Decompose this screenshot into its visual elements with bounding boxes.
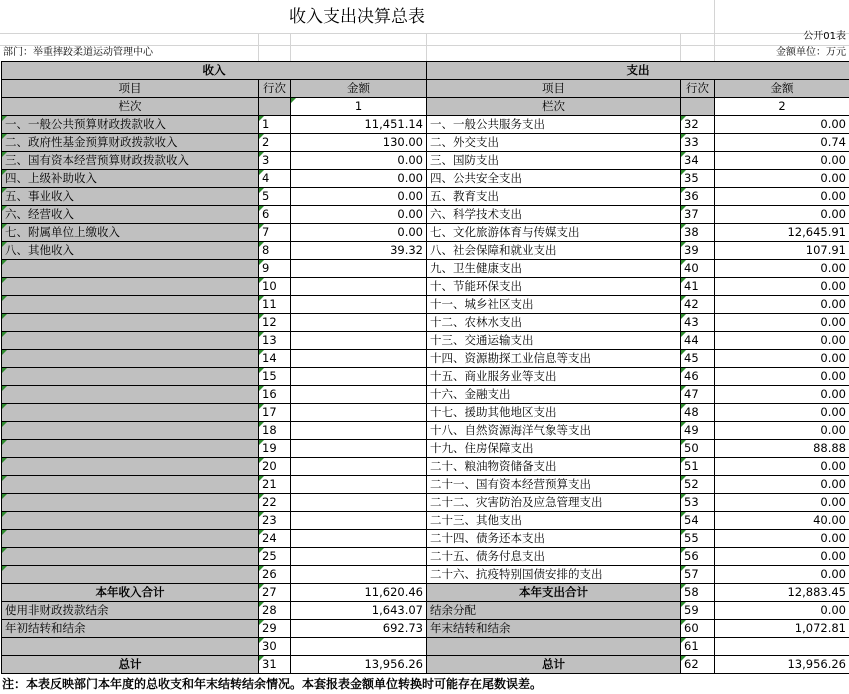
income-amount-cell — [291, 278, 427, 296]
expense-item-cell: 九、卫生健康支出 — [427, 260, 681, 278]
expense-line-cell: 57 — [681, 566, 715, 584]
expense-amount-cell: 0.00 — [715, 368, 849, 386]
expense-line-header: 行次 — [681, 80, 715, 98]
income-line-cell: 11 — [259, 296, 291, 314]
income-item-header: 项目 — [2, 80, 259, 98]
expense-total-amount-cell: 13,956.26 — [715, 656, 849, 674]
expense-amount-cell: 0.00 — [715, 566, 849, 584]
income-line-cell: 20 — [259, 458, 291, 476]
table-row — [2, 458, 849, 476]
form-code: 公开01表 — [803, 31, 846, 42]
expense-total-amount-cell: 12,883.45 — [715, 584, 849, 602]
income-line-cell: 23 — [259, 512, 291, 530]
expense-amount-cell: 0.00 — [715, 296, 849, 314]
expense-item-cell: 十七、援助其他地区支出 — [427, 404, 681, 422]
income-amount-cell — [291, 548, 427, 566]
expense-line-cell: 33 — [681, 134, 715, 152]
expense-item-cell: 八、社会保障和就业支出 — [427, 242, 681, 260]
expense-line-cell: 35 — [681, 170, 715, 188]
table-row — [2, 116, 849, 134]
income-item-cell: 六、经营收入 — [2, 206, 259, 224]
summary-table — [1, 61, 849, 674]
income-line-cell: 18 — [259, 422, 291, 440]
income-total-amount-cell: 11,620.46 — [291, 584, 427, 602]
expense-amount-cell: 0.00 — [715, 458, 849, 476]
expense-total-item-cell: 年末结转和结余 — [427, 620, 681, 638]
expense-line-cell: 39 — [681, 242, 715, 260]
expense-amount-cell: 0.00 — [715, 530, 849, 548]
income-line-cell: 17 — [259, 404, 291, 422]
income-amount-cell: 130.00 — [291, 134, 427, 152]
table-row — [2, 206, 849, 224]
income-amount-cell — [291, 404, 427, 422]
table-row — [2, 422, 849, 440]
expense-total-line-cell: 60 — [681, 620, 715, 638]
expense-amount-index: 2 — [715, 98, 849, 116]
income-total-amount-cell: 1,643.07 — [291, 602, 427, 620]
expense-item-cell: 二十一、国有资本经营预算支出 — [427, 476, 681, 494]
expense-line-cell: 34 — [681, 152, 715, 170]
income-line-cell: 15 — [259, 368, 291, 386]
expense-amount-header: 金额 — [715, 80, 849, 98]
expense-line-cell: 51 — [681, 458, 715, 476]
expense-amount-cell: 0.00 — [715, 404, 849, 422]
income-line-header: 行次 — [259, 80, 291, 98]
expense-item-cell: 二十、粮油物资储备支出 — [427, 458, 681, 476]
income-line-cell: 6 — [259, 206, 291, 224]
income-total-line-cell: 30 — [259, 638, 291, 656]
total-row — [2, 656, 849, 674]
income-item-cell — [2, 476, 259, 494]
expense-total-item-cell — [427, 638, 681, 656]
income-item-cell: 一、一般公共预算财政拨款收入 — [2, 116, 259, 134]
expense-amount-cell: 0.00 — [715, 350, 849, 368]
expense-row-label: 栏次 — [427, 98, 681, 116]
expense-line-index — [681, 98, 715, 116]
expense-amount-cell: 0.74 — [715, 134, 849, 152]
income-total-item-cell — [2, 638, 259, 656]
expense-amount-cell: 0.00 — [715, 476, 849, 494]
income-item-cell — [2, 494, 259, 512]
table-row — [2, 260, 849, 278]
department-label: 部门：举重摔跤柔道运动管理中心 — [3, 47, 153, 58]
income-amount-cell — [291, 512, 427, 530]
expense-item-cell: 十九、住房保障支出 — [427, 440, 681, 458]
income-total-item-cell: 使用非财政拨款结余 — [2, 602, 259, 620]
income-line-cell: 2 — [259, 134, 291, 152]
income-item-cell — [2, 530, 259, 548]
income-amount-cell: 0.00 — [291, 224, 427, 242]
expense-line-cell: 56 — [681, 548, 715, 566]
income-line-cell: 14 — [259, 350, 291, 368]
income-line-cell: 16 — [259, 386, 291, 404]
expense-line-cell: 41 — [681, 278, 715, 296]
table-row — [2, 350, 849, 368]
expense-line-cell: 38 — [681, 224, 715, 242]
income-total-amount-cell — [291, 638, 427, 656]
income-amount-cell — [291, 332, 427, 350]
expense-total-line-cell: 59 — [681, 602, 715, 620]
income-line-cell: 21 — [259, 476, 291, 494]
income-line-cell: 1 — [259, 116, 291, 134]
table-row — [2, 386, 849, 404]
income-item-cell — [2, 296, 259, 314]
income-line-cell: 3 — [259, 152, 291, 170]
income-line-cell: 13 — [259, 332, 291, 350]
section-expense-header: 支出 — [427, 62, 849, 80]
page-title: 收入支出决算总表 — [289, 7, 425, 27]
income-amount-index: 1 — [291, 98, 427, 116]
income-amount-cell: 39.32 — [291, 242, 427, 260]
table-row — [2, 314, 849, 332]
expense-total-item-cell: 结余分配 — [427, 602, 681, 620]
column-header-row — [2, 80, 849, 98]
expense-line-cell: 46 — [681, 368, 715, 386]
expense-line-cell: 48 — [681, 404, 715, 422]
expense-total-amount-cell: 0.00 — [715, 602, 849, 620]
table-row — [2, 512, 849, 530]
income-amount-cell — [291, 458, 427, 476]
expense-item-cell: 十八、自然资源海洋气象等支出 — [427, 422, 681, 440]
income-amount-cell: 0.00 — [291, 152, 427, 170]
expense-item-cell: 二十六、抗疫特别国债安排的支出 — [427, 566, 681, 584]
expense-amount-cell: 0.00 — [715, 152, 849, 170]
expense-line-cell: 45 — [681, 350, 715, 368]
income-item-cell: 五、事业收入 — [2, 188, 259, 206]
income-item-cell — [2, 548, 259, 566]
gridline — [680, 34, 681, 61]
income-item-cell — [2, 458, 259, 476]
income-item-cell — [2, 386, 259, 404]
expense-item-header: 项目 — [427, 80, 681, 98]
column-index-row — [2, 98, 849, 116]
table-row — [2, 152, 849, 170]
income-item-cell — [2, 260, 259, 278]
income-line-cell: 10 — [259, 278, 291, 296]
income-item-cell — [2, 422, 259, 440]
table-row — [2, 224, 849, 242]
income-item-cell — [2, 368, 259, 386]
table-row — [2, 476, 849, 494]
income-line-cell: 24 — [259, 530, 291, 548]
gridline — [426, 34, 427, 61]
table-row — [2, 296, 849, 314]
expense-line-cell: 52 — [681, 476, 715, 494]
expense-amount-cell: 12,645.91 — [715, 224, 849, 242]
expense-amount-cell: 0.00 — [715, 422, 849, 440]
income-line-cell: 4 — [259, 170, 291, 188]
income-item-cell — [2, 278, 259, 296]
income-amount-cell — [291, 368, 427, 386]
table-row — [2, 548, 849, 566]
expense-amount-cell: 0.00 — [715, 494, 849, 512]
expense-line-cell: 43 — [681, 314, 715, 332]
gridline — [258, 34, 259, 61]
income-amount-cell: 11,451.14 — [291, 116, 427, 134]
income-line-cell: 25 — [259, 548, 291, 566]
income-amount-cell — [291, 296, 427, 314]
table-row — [2, 368, 849, 386]
expense-item-cell: 二十二、灾害防治及应急管理支出 — [427, 494, 681, 512]
expense-item-cell: 十三、交通运输支出 — [427, 332, 681, 350]
total-row — [2, 584, 849, 602]
income-amount-cell: 0.00 — [291, 170, 427, 188]
income-total-amount-cell: 692.73 — [291, 620, 427, 638]
total-row — [2, 638, 849, 656]
expense-amount-cell: 0.00 — [715, 206, 849, 224]
income-item-cell: 七、附属单位上缴收入 — [2, 224, 259, 242]
income-item-cell — [2, 314, 259, 332]
expense-amount-cell: 0.00 — [715, 116, 849, 134]
expense-amount-cell: 107.91 — [715, 242, 849, 260]
expense-amount-cell: 40.00 — [715, 512, 849, 530]
table-row — [2, 278, 849, 296]
expense-amount-cell: 0.00 — [715, 314, 849, 332]
expense-line-cell: 50 — [681, 440, 715, 458]
expense-line-cell: 47 — [681, 386, 715, 404]
expense-item-cell: 四、公共安全支出 — [427, 170, 681, 188]
table-row — [2, 188, 849, 206]
income-item-cell: 四、上级补助收入 — [2, 170, 259, 188]
income-amount-cell — [291, 314, 427, 332]
expense-line-cell: 53 — [681, 494, 715, 512]
expense-total-line-cell: 58 — [681, 584, 715, 602]
expense-item-cell: 五、教育支出 — [427, 188, 681, 206]
table-row — [2, 134, 849, 152]
income-amount-header: 金额 — [291, 80, 427, 98]
expense-amount-cell: 0.00 — [715, 188, 849, 206]
total-row — [2, 620, 849, 638]
income-amount-cell — [291, 476, 427, 494]
total-row — [2, 602, 849, 620]
expense-item-cell: 六、科学技术支出 — [427, 206, 681, 224]
expense-item-cell: 十四、资源勘探工业信息等支出 — [427, 350, 681, 368]
expense-line-cell: 42 — [681, 296, 715, 314]
expense-amount-cell: 0.00 — [715, 548, 849, 566]
expense-line-cell: 55 — [681, 530, 715, 548]
expense-item-cell: 十六、金融支出 — [427, 386, 681, 404]
expense-item-cell: 十二、农林水支出 — [427, 314, 681, 332]
expense-amount-cell: 88.88 — [715, 440, 849, 458]
income-line-cell: 12 — [259, 314, 291, 332]
expense-item-cell: 二十四、债务还本支出 — [427, 530, 681, 548]
expense-item-cell: 十一、城乡社区支出 — [427, 296, 681, 314]
income-total-item-cell: 本年收入合计 — [2, 584, 259, 602]
gridline — [714, 0, 715, 61]
expense-total-item-cell: 本年支出合计 — [427, 584, 681, 602]
income-line-cell: 9 — [259, 260, 291, 278]
table-row — [2, 530, 849, 548]
expense-total-item-cell: 总计 — [427, 656, 681, 674]
income-line-cell: 26 — [259, 566, 291, 584]
amount-unit-label: 金额单位：万元 — [776, 47, 846, 58]
income-item-cell: 三、国有资本经营预算财政拨款收入 — [2, 152, 259, 170]
gridline — [290, 34, 291, 61]
income-item-cell — [2, 350, 259, 368]
income-amount-cell — [291, 386, 427, 404]
expense-total-amount-cell: 1,072.81 — [715, 620, 849, 638]
income-amount-cell — [291, 260, 427, 278]
expense-amount-cell: 0.00 — [715, 386, 849, 404]
income-amount-cell: 0.00 — [291, 206, 427, 224]
expense-line-cell: 37 — [681, 206, 715, 224]
section-header-row — [2, 62, 849, 80]
income-total-item-cell: 年初结转和结余 — [2, 620, 259, 638]
expense-amount-cell: 0.00 — [715, 260, 849, 278]
expense-line-cell: 40 — [681, 260, 715, 278]
expense-line-cell: 54 — [681, 512, 715, 530]
income-row-label: 栏次 — [2, 98, 259, 116]
income-item-cell — [2, 332, 259, 350]
income-amount-cell — [291, 440, 427, 458]
expense-line-cell: 32 — [681, 116, 715, 134]
income-item-cell: 八、其他收入 — [2, 242, 259, 260]
income-item-cell — [2, 512, 259, 530]
income-total-amount-cell: 13,956.26 — [291, 656, 427, 674]
expense-total-line-cell: 62 — [681, 656, 715, 674]
income-total-line-cell: 27 — [259, 584, 291, 602]
income-line-cell: 19 — [259, 440, 291, 458]
income-item-cell — [2, 440, 259, 458]
income-total-line-cell: 31 — [259, 656, 291, 674]
table-row — [2, 566, 849, 584]
expense-total-amount-cell — [715, 638, 849, 656]
table-row — [2, 440, 849, 458]
expense-item-cell: 二十五、债务付息支出 — [427, 548, 681, 566]
income-amount-cell — [291, 530, 427, 548]
income-total-line-cell: 29 — [259, 620, 291, 638]
income-total-line-cell: 28 — [259, 602, 291, 620]
expense-line-cell: 36 — [681, 188, 715, 206]
expense-item-cell: 三、国防支出 — [427, 152, 681, 170]
expense-amount-cell: 0.00 — [715, 332, 849, 350]
income-total-item-cell: 总计 — [2, 656, 259, 674]
income-amount-cell — [291, 494, 427, 512]
expense-item-cell: 十、节能环保支出 — [427, 278, 681, 296]
expense-item-cell: 七、文化旅游体育与传媒支出 — [427, 224, 681, 242]
income-line-cell: 5 — [259, 188, 291, 206]
income-item-cell — [2, 404, 259, 422]
expense-item-cell: 十五、商业服务业等支出 — [427, 368, 681, 386]
income-amount-cell — [291, 422, 427, 440]
income-amount-cell: 0.00 — [291, 188, 427, 206]
expense-line-cell: 44 — [681, 332, 715, 350]
table-row — [2, 494, 849, 512]
table-row — [2, 170, 849, 188]
expense-line-cell: 49 — [681, 422, 715, 440]
income-line-cell: 8 — [259, 242, 291, 260]
income-item-cell: 二、政府性基金预算财政拨款收入 — [2, 134, 259, 152]
income-item-cell — [2, 566, 259, 584]
expense-item-cell: 二、外交支出 — [427, 134, 681, 152]
income-line-cell: 7 — [259, 224, 291, 242]
income-line-index — [259, 98, 291, 116]
expense-amount-cell: 0.00 — [715, 170, 849, 188]
section-income-header: 收入 — [2, 62, 427, 80]
footnote: 注：本表反映部门本年度的总收支和年末结转结余情况。本套报表金额单位转换时可能存在尾数误差。 — [2, 677, 543, 691]
income-line-cell: 22 — [259, 494, 291, 512]
expense-total-line-cell: 61 — [681, 638, 715, 656]
expense-item-cell: 一、一般公共服务支出 — [427, 116, 681, 134]
expense-item-cell: 二十三、其他支出 — [427, 512, 681, 530]
table-row — [2, 404, 849, 422]
table-row — [2, 242, 849, 260]
income-amount-cell — [291, 566, 427, 584]
table-row — [2, 332, 849, 350]
income-amount-cell — [291, 350, 427, 368]
expense-amount-cell: 0.00 — [715, 278, 849, 296]
